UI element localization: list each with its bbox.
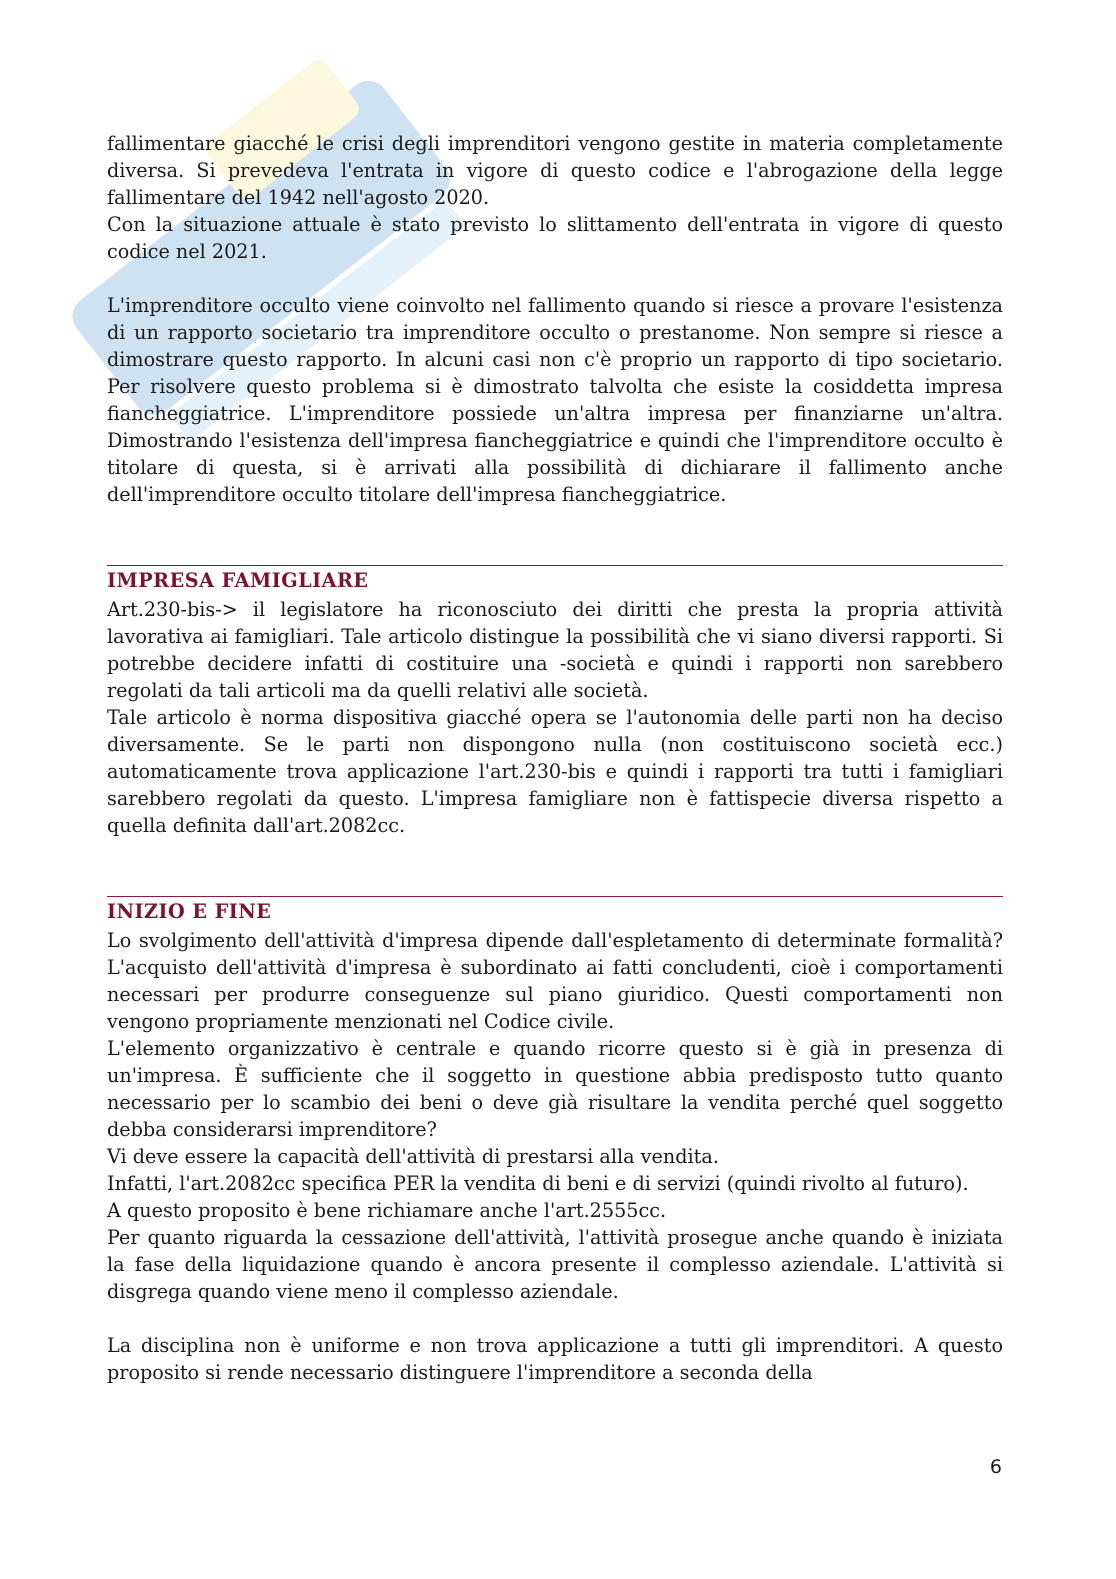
- paragraph: fallimentare giacché le crisi degli imprenditori vengono gestite in materia completamente diversa. Si prevedeva l'entrata in vigore di questo codice e l'abrogazione della legge fallimentare del 1942 nell'agosto 2020.: [107, 132, 1003, 209]
- paragraph: Infatti, l'art.2082cc specifica PER la vendita di beni e di servizi (quindi rivolto al futuro).: [107, 1172, 969, 1195]
- document-body: [107, 130, 1003, 1386]
- paragraph: La disciplina non è uniforme e non trova applicazione a tutti gli imprenditori. A questo proposito si rende necessario distinguere l'imprenditore a seconda della: [107, 1334, 1003, 1384]
- paragraph: Per quanto riguarda la cessazione dell'attività, l'attività prosegue anche quando è iniziata la fase della liquidazione quando è ancora presente il complesso aziendale. L'attività si disgrega quando viene meno il complesso aziendale.: [107, 1226, 1003, 1303]
- paragraph: Vi deve essere la capacità dell'attività di prestarsi alla vendita.: [107, 1145, 719, 1168]
- paragraph: Lo svolgimento dell'attività d'impresa dipende dall'espletamento di determinate formalità? L'acquisto dell'attività d'impresa è subordinato ai fatti concludenti, cioè i comportamenti necessari per produrre conseguenze sul piano giuridico. Questi comportamenti non vengono propriamente menzionati nel Codice civile.: [107, 929, 1003, 1033]
- paragraph: Art.230-bis-> il legislatore ha riconosciuto dei diritti che presta la propria attività lavorativa ai famigliari. Tale articolo distingue la possibilità che vi siano diversi rapporti. Si potrebbe decidere infatti di costituire una -società e quindi i rapporti non sarebbero regolati da tali articoli ma da quelli relativi alle società.: [107, 598, 1003, 702]
- paragraph: A questo proposito è bene richiamare anche l'art.2555cc.: [107, 1199, 667, 1222]
- section-title-inizio-e-fine: INIZIO E FINE: [107, 900, 272, 923]
- page-number: 6: [989, 1456, 1002, 1478]
- paragraph: L'imprenditore occulto viene coinvolto nel fallimento quando si riesce a provare l'esistenza di un rapporto societario tra imprenditore occulto o prestanome. Non sempre si riesce a dimostrare questo rapporto. In alcuni casi non c'è proprio un rapporto di tipo societario. Per risolvere questo problema si è dimostrato talvolta che esiste la cosiddetta impresa fiancheggiatrice. L'imprenditore possiede un'altra impresa per finanziarne un'altra. Dimostrando l'esistenza dell'impresa fiancheggiatrice e quindi che l'imprenditore occulto è titolare di questa, si è arrivati alla possibilità di dichiarare il fallimento anche dell'imprenditore occulto titolare dell'impresa fiancheggiatrice.: [107, 294, 1003, 506]
- paragraph: L'elemento organizzativo è centrale e quando ricorre questo si è già in presenza di un'impresa. È sufficiente che il soggetto in questione abbia predisposto tutto quanto necessario per lo scambio dei beni o deve già risultare la vendita perché quel soggetto debba considerarsi imprenditore?: [107, 1037, 1003, 1141]
- section-title-impresa-famigliare: IMPRESA FAMIGLIARE: [107, 569, 369, 592]
- paragraph: Con la situazione attuale è stato previsto lo slittamento dell'entrata in vigore di questo codice nel 2021.: [107, 213, 1003, 263]
- paragraph: Tale articolo è norma dispositiva giacché opera se l'autonomia delle parti non ha deciso diversamente. Se le parti non dispongono nulla (non costituiscono società ecc.) automaticamente trova applicazione l'art.230-bis e quindi i rapporti tra tutti i famigliari sarebbero regolati da questo. L'impresa famigliare non è fattispecie diversa rispetto a quella definita dall'art.2082cc.: [107, 706, 1003, 837]
